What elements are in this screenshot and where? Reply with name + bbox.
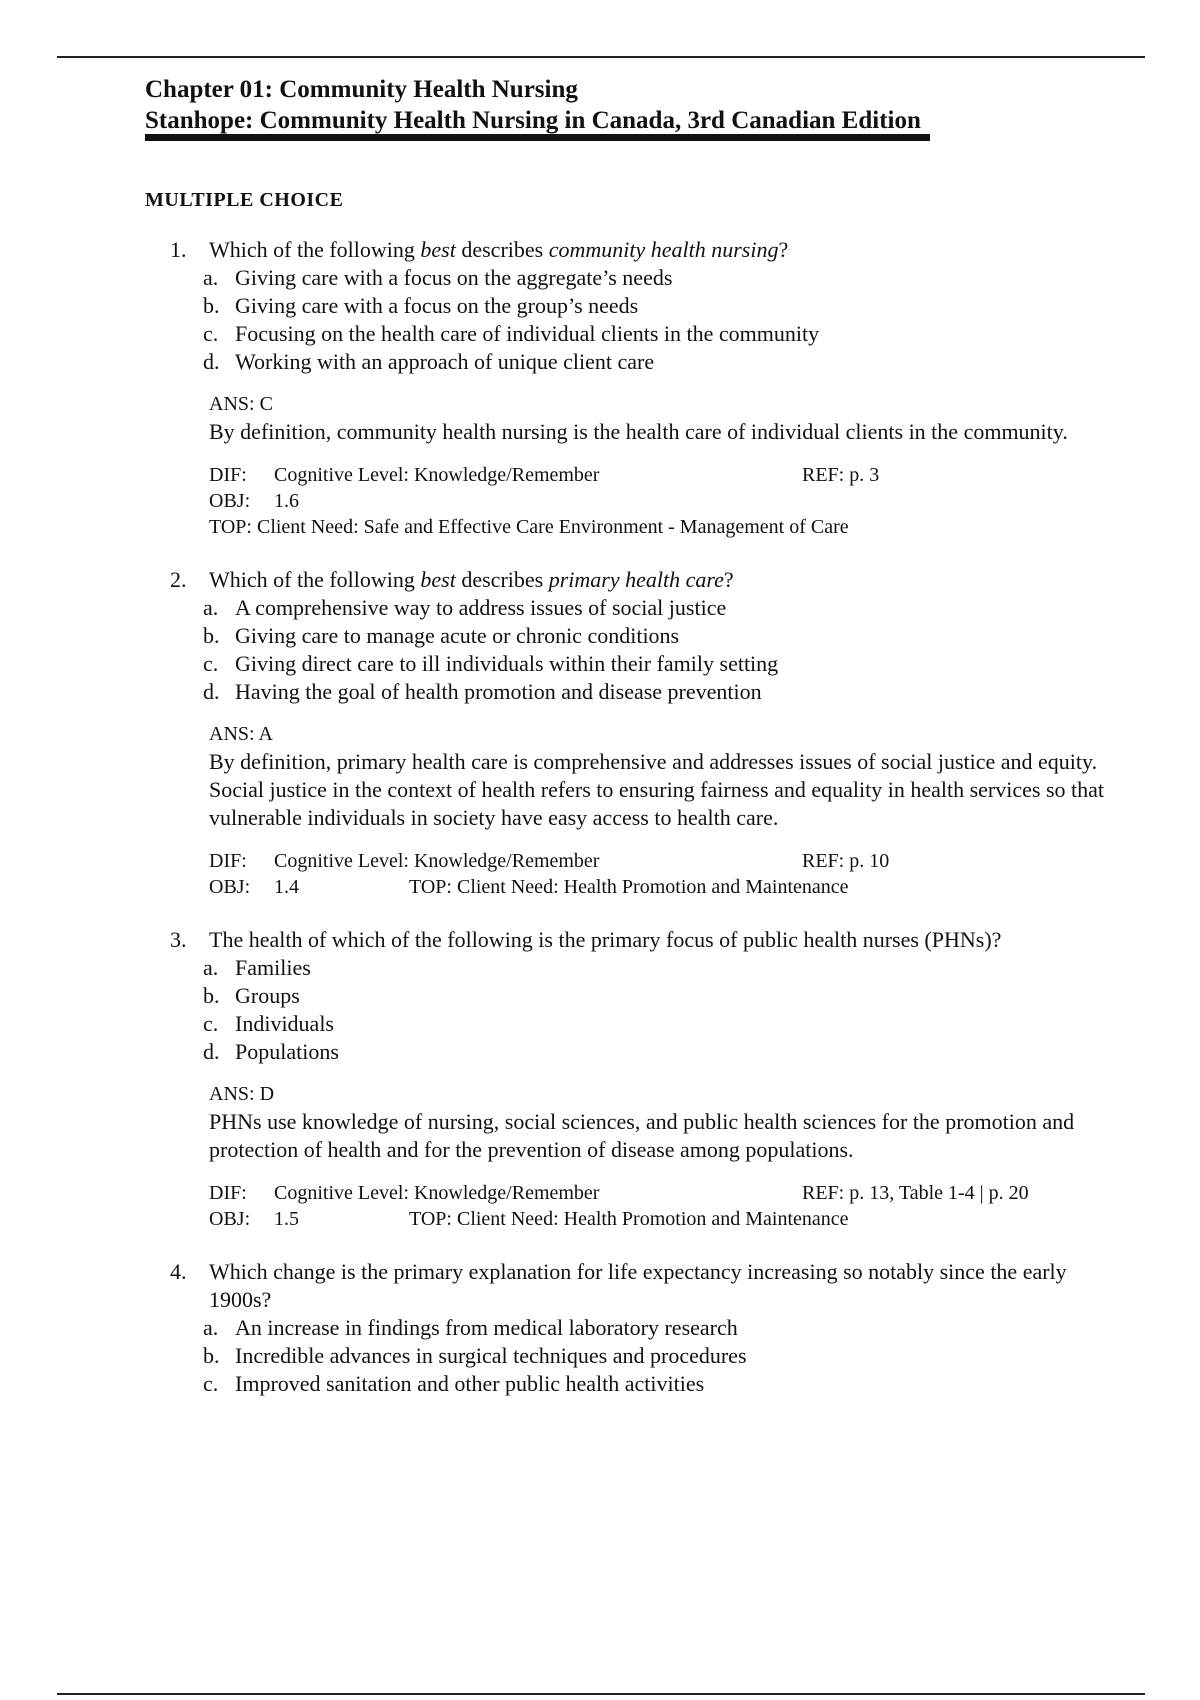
option-c bbox=[203, 1010, 1130, 1038]
section-title: MULTIPLE CHOICE bbox=[145, 189, 344, 211]
option-c bbox=[203, 320, 1130, 348]
option-b bbox=[203, 982, 1130, 1010]
answer-block bbox=[209, 720, 1130, 900]
stem-text: describes bbox=[455, 567, 549, 592]
metadata bbox=[209, 1180, 1130, 1232]
stem-emphasis: best bbox=[420, 237, 456, 262]
option-b bbox=[203, 292, 1130, 320]
option-list bbox=[203, 594, 1130, 706]
question-number: 2. bbox=[170, 567, 187, 592]
option-letter: b. bbox=[203, 983, 220, 1008]
option-text: Having the goal of health promotion and disease prevention bbox=[235, 679, 762, 704]
answer-key: ANS: C bbox=[209, 393, 273, 415]
dif-value: Cognitive Level: Knowledge/Remember bbox=[274, 850, 600, 872]
stem-text: describes bbox=[455, 237, 549, 262]
option-text: Individuals bbox=[235, 1011, 334, 1036]
option-text: A comprehensive way to address issues of social justice bbox=[235, 595, 727, 620]
question-2 bbox=[170, 566, 1130, 900]
option-list bbox=[203, 264, 1130, 376]
dif-label: DIF: bbox=[209, 464, 247, 486]
option-b bbox=[203, 1342, 1130, 1370]
title-underline bbox=[145, 134, 930, 141]
option-text: Giving direct care to ill individuals within their family setting bbox=[235, 651, 779, 676]
option-b bbox=[203, 622, 1130, 650]
rationale: By definition, primary health care is comprehensive and addresses issues of social justice and equity. Social justice in the context of health refers to ensuring fairness and equality in health services so that vulnerable individuals in society have easy access to health care. bbox=[209, 749, 1105, 830]
option-d bbox=[203, 678, 1130, 706]
book-title: Stanhope: Community Health Nursing in Canada, 3rd Canadian Edition bbox=[145, 107, 921, 134]
question-stem bbox=[170, 566, 1130, 594]
option-letter: d. bbox=[203, 1039, 220, 1064]
option-letter: a. bbox=[203, 1315, 219, 1340]
rationale: By definition, community health nursing is the health care of individual clients in the community. bbox=[209, 419, 1068, 444]
option-letter: a. bbox=[203, 595, 219, 620]
stem-text: The health of which of the following is the primary focus of public health nurses (PHNs)? bbox=[209, 927, 1002, 952]
question-1 bbox=[170, 236, 1130, 540]
answer-block bbox=[209, 1080, 1130, 1232]
option-letter: c. bbox=[203, 1011, 219, 1036]
obj-value: 1.5 bbox=[274, 1208, 299, 1230]
option-letter: c. bbox=[203, 321, 219, 346]
option-letter: c. bbox=[203, 1371, 219, 1396]
rationale: PHNs use knowledge of nursing, social sciences, and public health sciences for the promotion and protection of health and for the prevention of disease among populations. bbox=[209, 1109, 1075, 1162]
question-4 bbox=[170, 1258, 1130, 1398]
topic: TOP: Client Need: Health Promotion and Maintenance bbox=[409, 876, 849, 898]
document-header bbox=[145, 74, 921, 136]
stem-text: Which change is the primary explanation for life expectancy increasing so notably since the early 1900s? bbox=[209, 1259, 1067, 1312]
obj-label: OBJ: bbox=[209, 1208, 251, 1230]
option-letter: b. bbox=[203, 293, 220, 318]
option-d bbox=[203, 348, 1130, 376]
chapter-title: Chapter 01: Community Health Nursing bbox=[145, 76, 578, 103]
stem-text: Which of the following bbox=[209, 567, 421, 592]
question-3 bbox=[170, 926, 1130, 1232]
option-letter: b. bbox=[203, 623, 220, 648]
answer-key: ANS: D bbox=[209, 1083, 275, 1105]
dif-label: DIF: bbox=[209, 1182, 247, 1204]
option-letter: d. bbox=[203, 349, 220, 374]
option-letter: c. bbox=[203, 651, 219, 676]
top-rule bbox=[57, 56, 1145, 58]
stem-emphasis: best bbox=[420, 567, 456, 592]
option-list bbox=[203, 954, 1130, 1066]
option-a bbox=[203, 594, 1130, 622]
stem-text: ? bbox=[723, 567, 734, 592]
ref: REF: p. 10 bbox=[802, 850, 890, 872]
option-a bbox=[203, 954, 1130, 982]
option-text: Focusing on the health care of individual clients in the community bbox=[235, 321, 820, 346]
option-list bbox=[203, 1314, 1130, 1398]
option-text: Giving care to manage acute or chronic conditions bbox=[235, 623, 680, 648]
option-text: Improved sanitation and other public health activities bbox=[235, 1371, 705, 1396]
answer-block bbox=[209, 390, 1130, 540]
option-text: Incredible advances in surgical techniques and procedures bbox=[235, 1343, 747, 1368]
obj-label: OBJ: bbox=[209, 876, 251, 898]
option-text: Giving care with a focus on the aggregate’s needs bbox=[235, 265, 673, 290]
question-stem bbox=[170, 236, 1130, 264]
stem-emphasis: primary health care bbox=[548, 567, 724, 592]
obj-value: 1.4 bbox=[274, 876, 299, 898]
option-letter: b. bbox=[203, 1343, 220, 1368]
option-text: An increase in findings from medical laboratory research bbox=[235, 1315, 738, 1340]
bottom-rule bbox=[57, 1693, 1145, 1695]
option-text: Working with an approach of unique client care bbox=[235, 349, 655, 374]
answer-key: ANS: A bbox=[209, 723, 273, 745]
option-text: Groups bbox=[235, 983, 300, 1008]
obj-label: OBJ: bbox=[209, 490, 251, 512]
question-number: 1. bbox=[170, 237, 187, 262]
stem-text: Which of the following bbox=[209, 237, 421, 262]
stem-emphasis: community health nursing bbox=[548, 237, 779, 262]
question-list bbox=[170, 236, 1130, 1424]
question-number: 4. bbox=[170, 1259, 187, 1284]
dif-label: DIF: bbox=[209, 850, 247, 872]
option-letter: a. bbox=[203, 955, 219, 980]
option-letter: d. bbox=[203, 679, 220, 704]
option-d bbox=[203, 1038, 1130, 1066]
option-letter: a. bbox=[203, 265, 219, 290]
option-text: Giving care with a focus on the group’s needs bbox=[235, 293, 639, 318]
topic: TOP: Client Need: Health Promotion and Maintenance bbox=[409, 1208, 849, 1230]
option-text: Populations bbox=[235, 1039, 339, 1064]
question-stem bbox=[170, 1258, 1130, 1314]
obj-value: 1.6 bbox=[274, 490, 299, 512]
ref: REF: p. 3 bbox=[802, 464, 880, 486]
option-c bbox=[203, 650, 1130, 678]
option-text: Families bbox=[235, 955, 311, 980]
dif-value: Cognitive Level: Knowledge/Remember bbox=[274, 1182, 600, 1204]
metadata bbox=[209, 462, 1130, 540]
stem-text: ? bbox=[778, 237, 789, 262]
question-number: 3. bbox=[170, 927, 187, 952]
option-a bbox=[203, 264, 1130, 292]
metadata bbox=[209, 848, 1130, 900]
ref: REF: p. 13, Table 1-4 | p. 20 bbox=[802, 1182, 1029, 1204]
dif-value: Cognitive Level: Knowledge/Remember bbox=[274, 464, 600, 486]
option-c bbox=[203, 1370, 1130, 1398]
topic: TOP: Client Need: Safe and Effective Care Environment - Management of Care bbox=[209, 516, 849, 538]
question-stem bbox=[170, 926, 1130, 954]
option-a bbox=[203, 1314, 1130, 1342]
